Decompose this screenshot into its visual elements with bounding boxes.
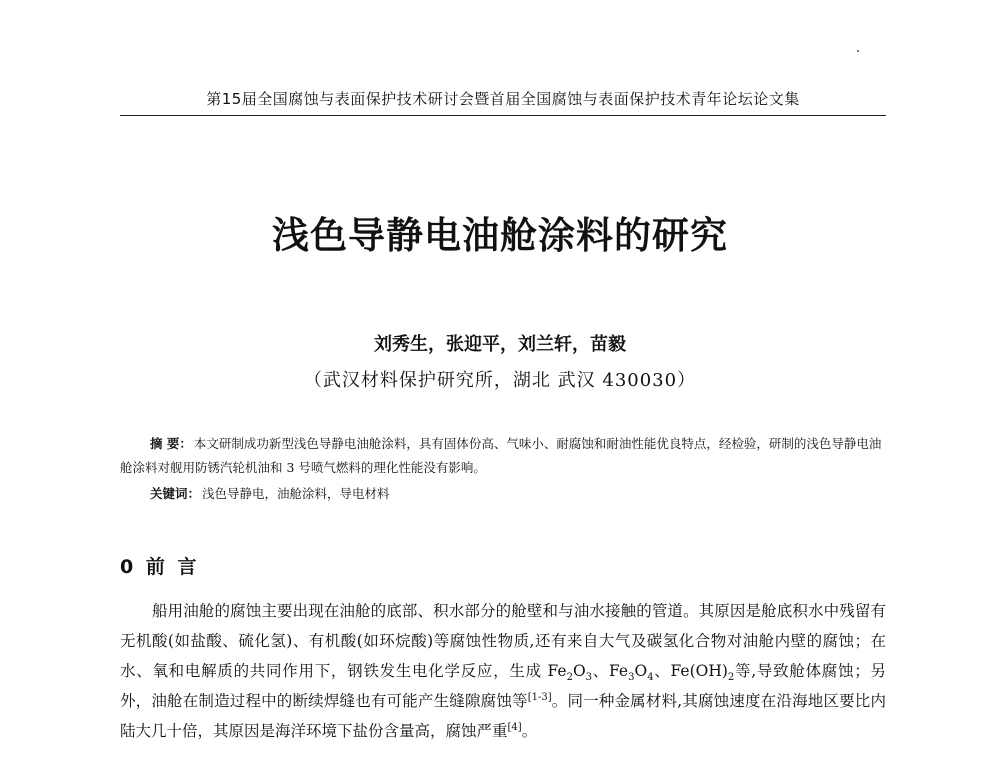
body-segment: 。同一种金属材料,其腐蚀速度在沿海地区要比内陆大几十倍，其原因是海洋环境下盐份含量高，腐蚀严重 [120,692,886,740]
keywords-text: 浅色导静电，油舱涂料，导电材料 [202,486,390,501]
scan-speck [857,50,859,52]
body-segment: 等,导致舱体腐蚀；另外，油舱在制造过程中的断续焊缝也有可能产生缝隙腐蚀等 [120,662,886,710]
formula-part: O [634,662,648,680]
body-paragraph [120,596,886,746]
body-text [120,596,886,746]
formula-subscript: 2 [727,672,735,684]
formula-part: Fe(OH) [670,662,728,680]
separator: 、 [592,662,609,680]
running-header: 第15届全国腐蚀与表面保护技术研讨会暨首届全国腐蚀与表面保护技术青年论坛论文集 [120,88,886,116]
paper-title: 浅色导静电油舱涂料的研究 [272,214,728,257]
citation: [4] [507,721,522,733]
citation: [1-3] [527,691,552,703]
formula-subscript: 3 [628,672,635,684]
formula-part: O [572,662,586,680]
section-number: 0 [120,556,137,578]
formula-subscript: 3 [585,672,593,684]
formula-part: Fe [547,662,567,680]
abstract [120,432,886,480]
body-segment: 。 [521,722,538,740]
section-heading [120,552,199,579]
affiliation: （武汉材料保护研究所，湖北 武汉 430030） [303,370,697,391]
abstract-block [120,432,886,506]
formula-subscript: 4 [647,672,654,684]
formula-subscript: 2 [566,672,573,684]
keywords-label: 关键词： [150,486,201,501]
body-segment: 船用油舱的腐蚀主要出现在油舱的底部、积水部分的舱壁和与油水接触的管道。其原因是舱底积水中残留有无机酸(如盐酸、硫化氢)、有机酸(如环烷酸)等腐蚀性物质,还有来自大气及碳氢化合物对油舱内壁的腐蚀；在水、氧和电解质的共同作用下，钢铁发生电化学反应，生成 [120,602,886,680]
keywords [120,482,886,506]
formula-part: Fe [609,662,629,680]
abstract-label: 摘 要： [150,436,192,451]
separator: 、 [653,662,671,680]
authors: 刘秀生，张迎平，刘兰轩，苗毅 [374,334,626,355]
section-title: 前 言 [145,556,200,578]
abstract-text: 本文研制成功新型浅色导静电油舱涂料，具有固体份高、气味小、耐腐蚀和耐油性能优良特点，经检验，研制的浅色导静电油舱涂料对舰用防锈汽轮机油和 3 号喷气燃料的理化性能没有影响。 [120,436,882,475]
